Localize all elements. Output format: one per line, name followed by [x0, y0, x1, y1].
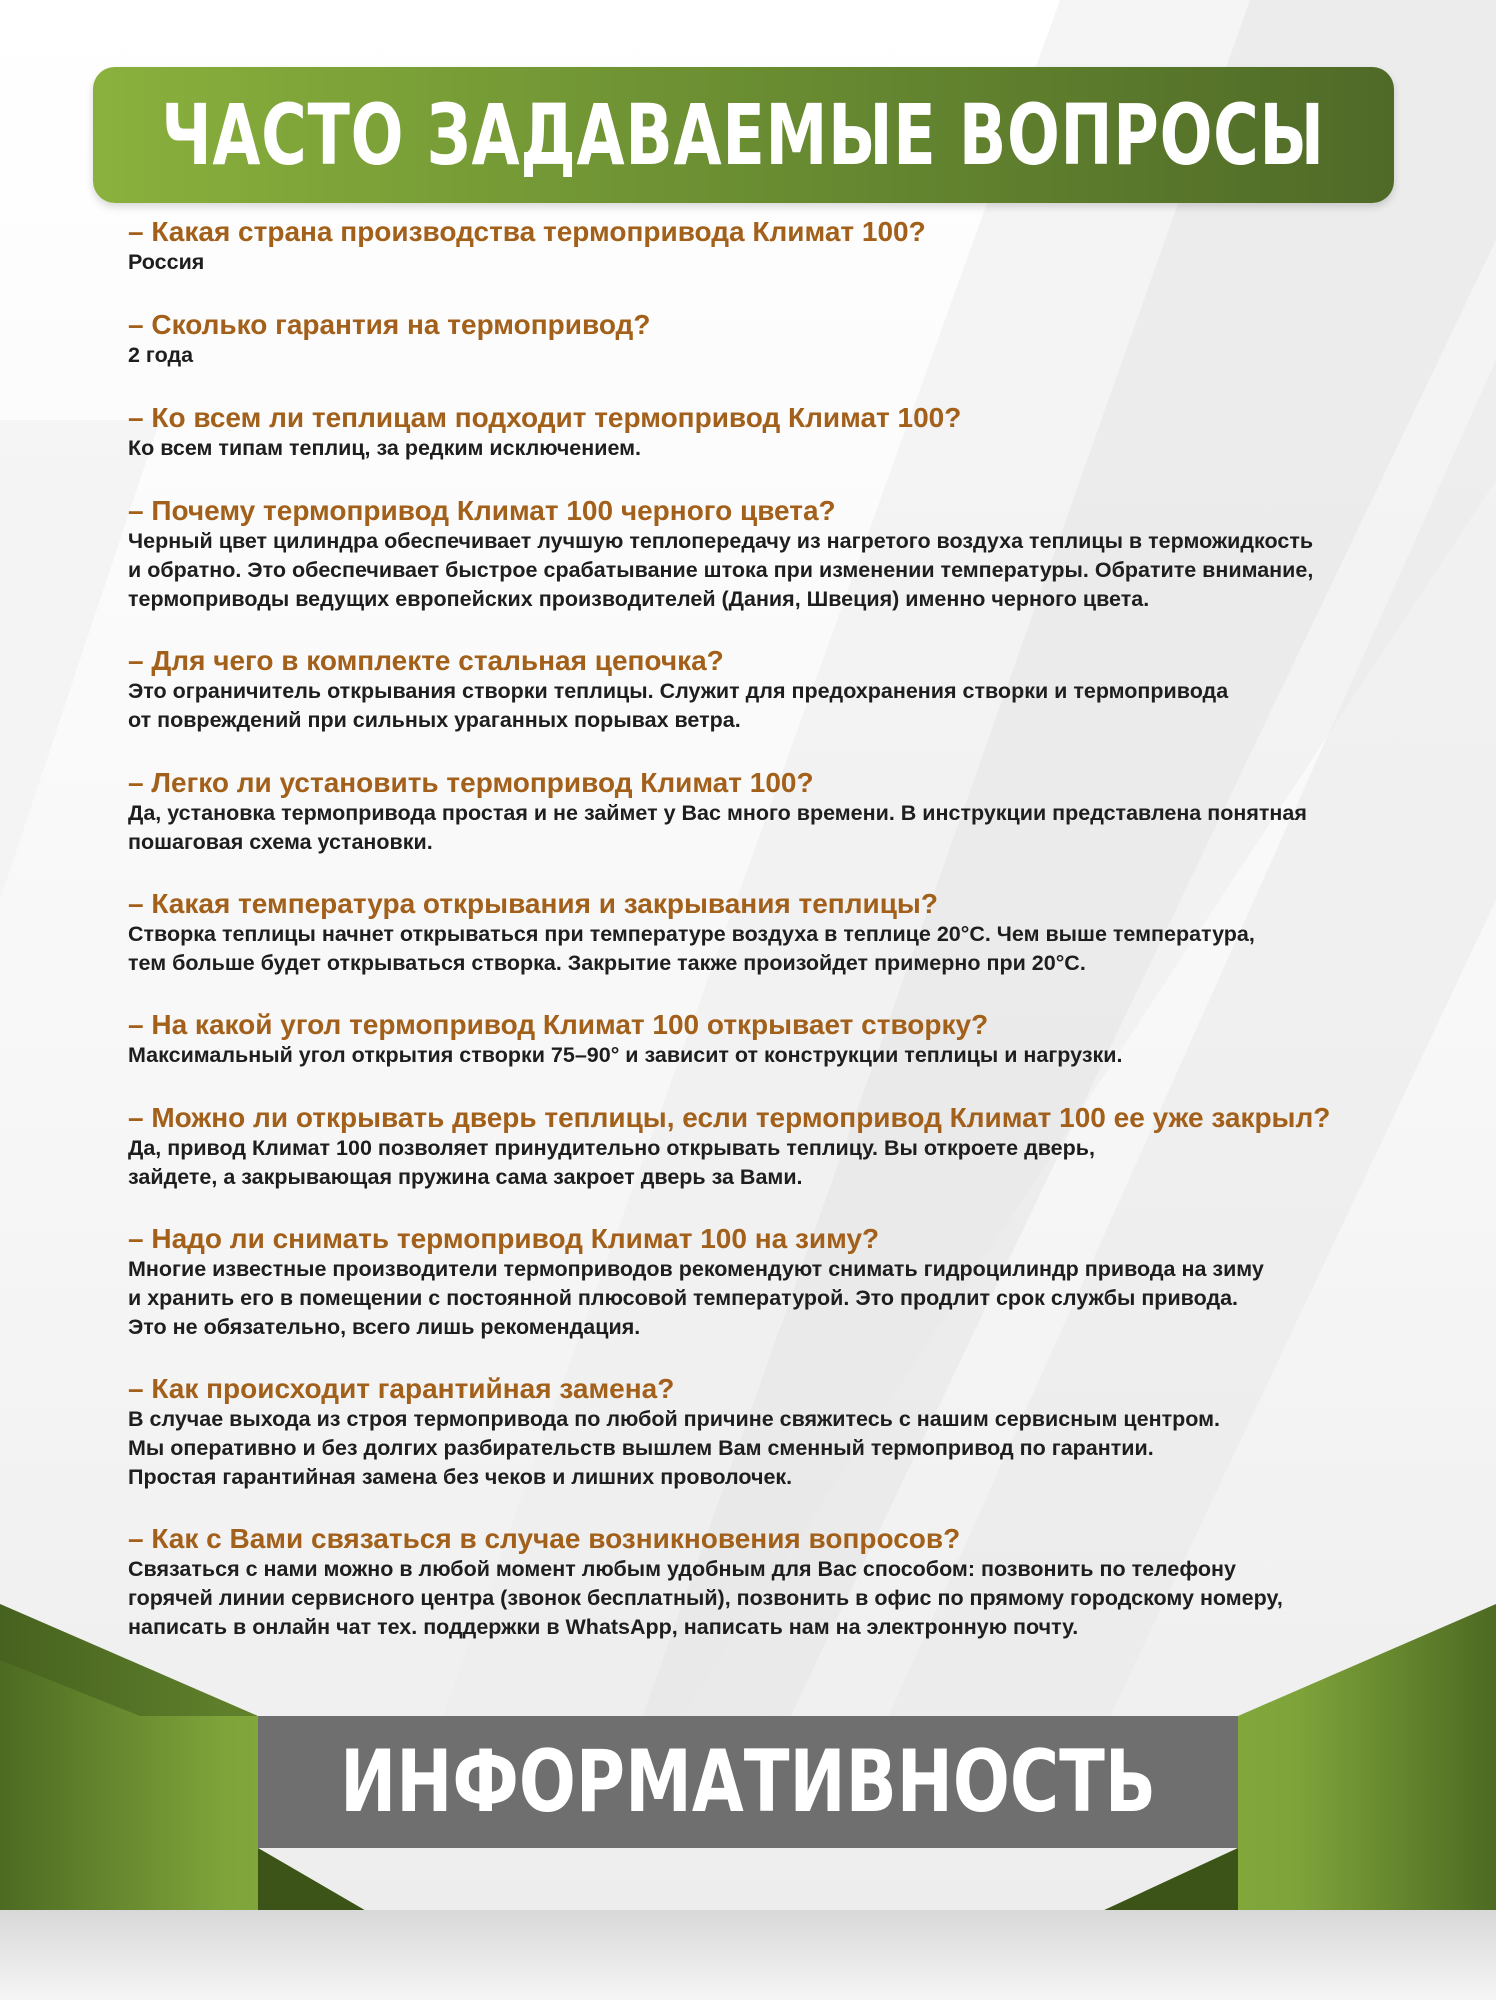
faq-question: – Какая страна производства термопривода Климат 100?: [128, 216, 926, 247]
faq-question: – Можно ли открывать дверь теплицы, если термопривод Климат 100 ее уже закрыл?: [128, 1102, 1331, 1133]
faq-answer: Россия: [128, 250, 205, 274]
header-banner: [93, 67, 1394, 203]
faq-answer: Многие известные производители термоприводов рекомендуют снимать гидроцилиндр привода на зиму и хранить его в помещении с постоянной плюсовой температурой. Это продлит срок службы привода. Это не обязательно, всего лишь рекомендация.: [128, 1257, 1264, 1339]
faq-question: – Надо ли снимать термопривод Климат 100 на зиму?: [128, 1223, 880, 1254]
faq-item-6: [128, 767, 1408, 888]
faq-answer: Это ограничитель открывания створки теплицы. Служит для предохранения створки и термопривода от повреждений при сильных ураганных порывах ветра.: [128, 679, 1229, 732]
faq-answer: Связаться с нами можно в любой момент любым удобным для Вас способом: позвонить по телефону горячей линии сервисного центра (звонок бесплатный), позвонить в офис по прямому городскому номеру, написать в онлайн чат тех. поддержки в WhatsApp, написать нам на электронную почту.: [128, 1557, 1283, 1639]
faq-question: – Для чего в комплекте стальная цепочка?: [128, 645, 724, 676]
faq-question: – Как с Вами связаться в случае возникновения вопросов?: [128, 1523, 961, 1554]
page-title: ЧАСТО ЗАДАВАЕМЫЕ ВОПРОСЫ: [161, 86, 1326, 184]
faq-answer: Створка теплицы начнет открываться при температуре воздуха в теплице 20°С. Чем выше температура, тем больше будет открываться створка. Закрытие также произойдет примерно при 20°С.: [128, 922, 1255, 975]
faq-item-9: [128, 1102, 1408, 1223]
faq-answer: В случае выхода из строя термопривода по любой причине свяжитесь с нашим сервисным центром. Мы оперативно и без долгих разбирательств вышлем Вам сменный термопривод по гарантии. Простая гарантийная замена без чеков и лишних проволочек.: [128, 1407, 1220, 1489]
faq-item-5: [128, 645, 1408, 767]
faq-item-2: [128, 309, 1408, 402]
faq-item-4: [128, 495, 1408, 645]
faq-list: [128, 216, 1408, 1642]
faq-answer: Максимальный угол открытия створки 75–90° и зависит от конструкции теплицы и нагрузки.: [128, 1043, 1123, 1067]
bottom-gray-strip: [0, 1910, 1496, 2000]
faq-answer: Да, установка термопривода простая и не займет у Вас много времени. В инструкции представлена понятная пошаговая схема установки.: [128, 801, 1307, 854]
faq-item-8: [128, 1009, 1408, 1102]
faq-question: – Почему термопривод Климат 100 черного цвета?: [128, 495, 836, 526]
faq-item-7: [128, 888, 1408, 1009]
faq-answer: Ко всем типам теплиц, за редким исключением.: [128, 436, 642, 460]
faq-question: – Какая температура открывания и закрывания теплицы?: [128, 888, 938, 919]
faq-question: – На какой угол термопривод Климат 100 открывает створку?: [128, 1009, 989, 1040]
footer-title: ИНФОРМАТИВНОСТЬ: [340, 1732, 1156, 1832]
faq-question: – Легко ли установить термопривод Климат 100?: [128, 767, 814, 798]
footer-banner: [258, 1716, 1238, 1848]
faq-question: – Ко всем ли теплицам подходит термопривод Климат 100?: [128, 402, 962, 433]
faq-item-3: [128, 402, 1408, 495]
faq-question: – Сколько гарантия на термопривод?: [128, 309, 651, 340]
faq-answer: 2 года: [128, 343, 194, 367]
faq-answer: Да, привод Климат 100 позволяет принудительно открывать теплицу. Вы откроете дверь, зайдете, а закрывающая пружина сама закроет дверь за Вами.: [128, 1136, 1095, 1189]
faq-answer: Черный цвет цилиндра обеспечивает лучшую теплопередачу из нагретого воздуха теплицы в терможидкость и обратно. Это обеспечивает быстрое срабатывание штока при изменении температуры. Обратите внимание, термоприводы ведущих европейских производителей (Дания, Швеция) именно черного цвета.: [128, 529, 1314, 611]
faq-question: – Как происходит гарантийная замена?: [128, 1373, 675, 1404]
faq-item-10: [128, 1223, 1408, 1373]
faq-item-12: [128, 1523, 1408, 1642]
faq-item-1: [128, 216, 1408, 309]
faq-item-11: [128, 1373, 1408, 1523]
